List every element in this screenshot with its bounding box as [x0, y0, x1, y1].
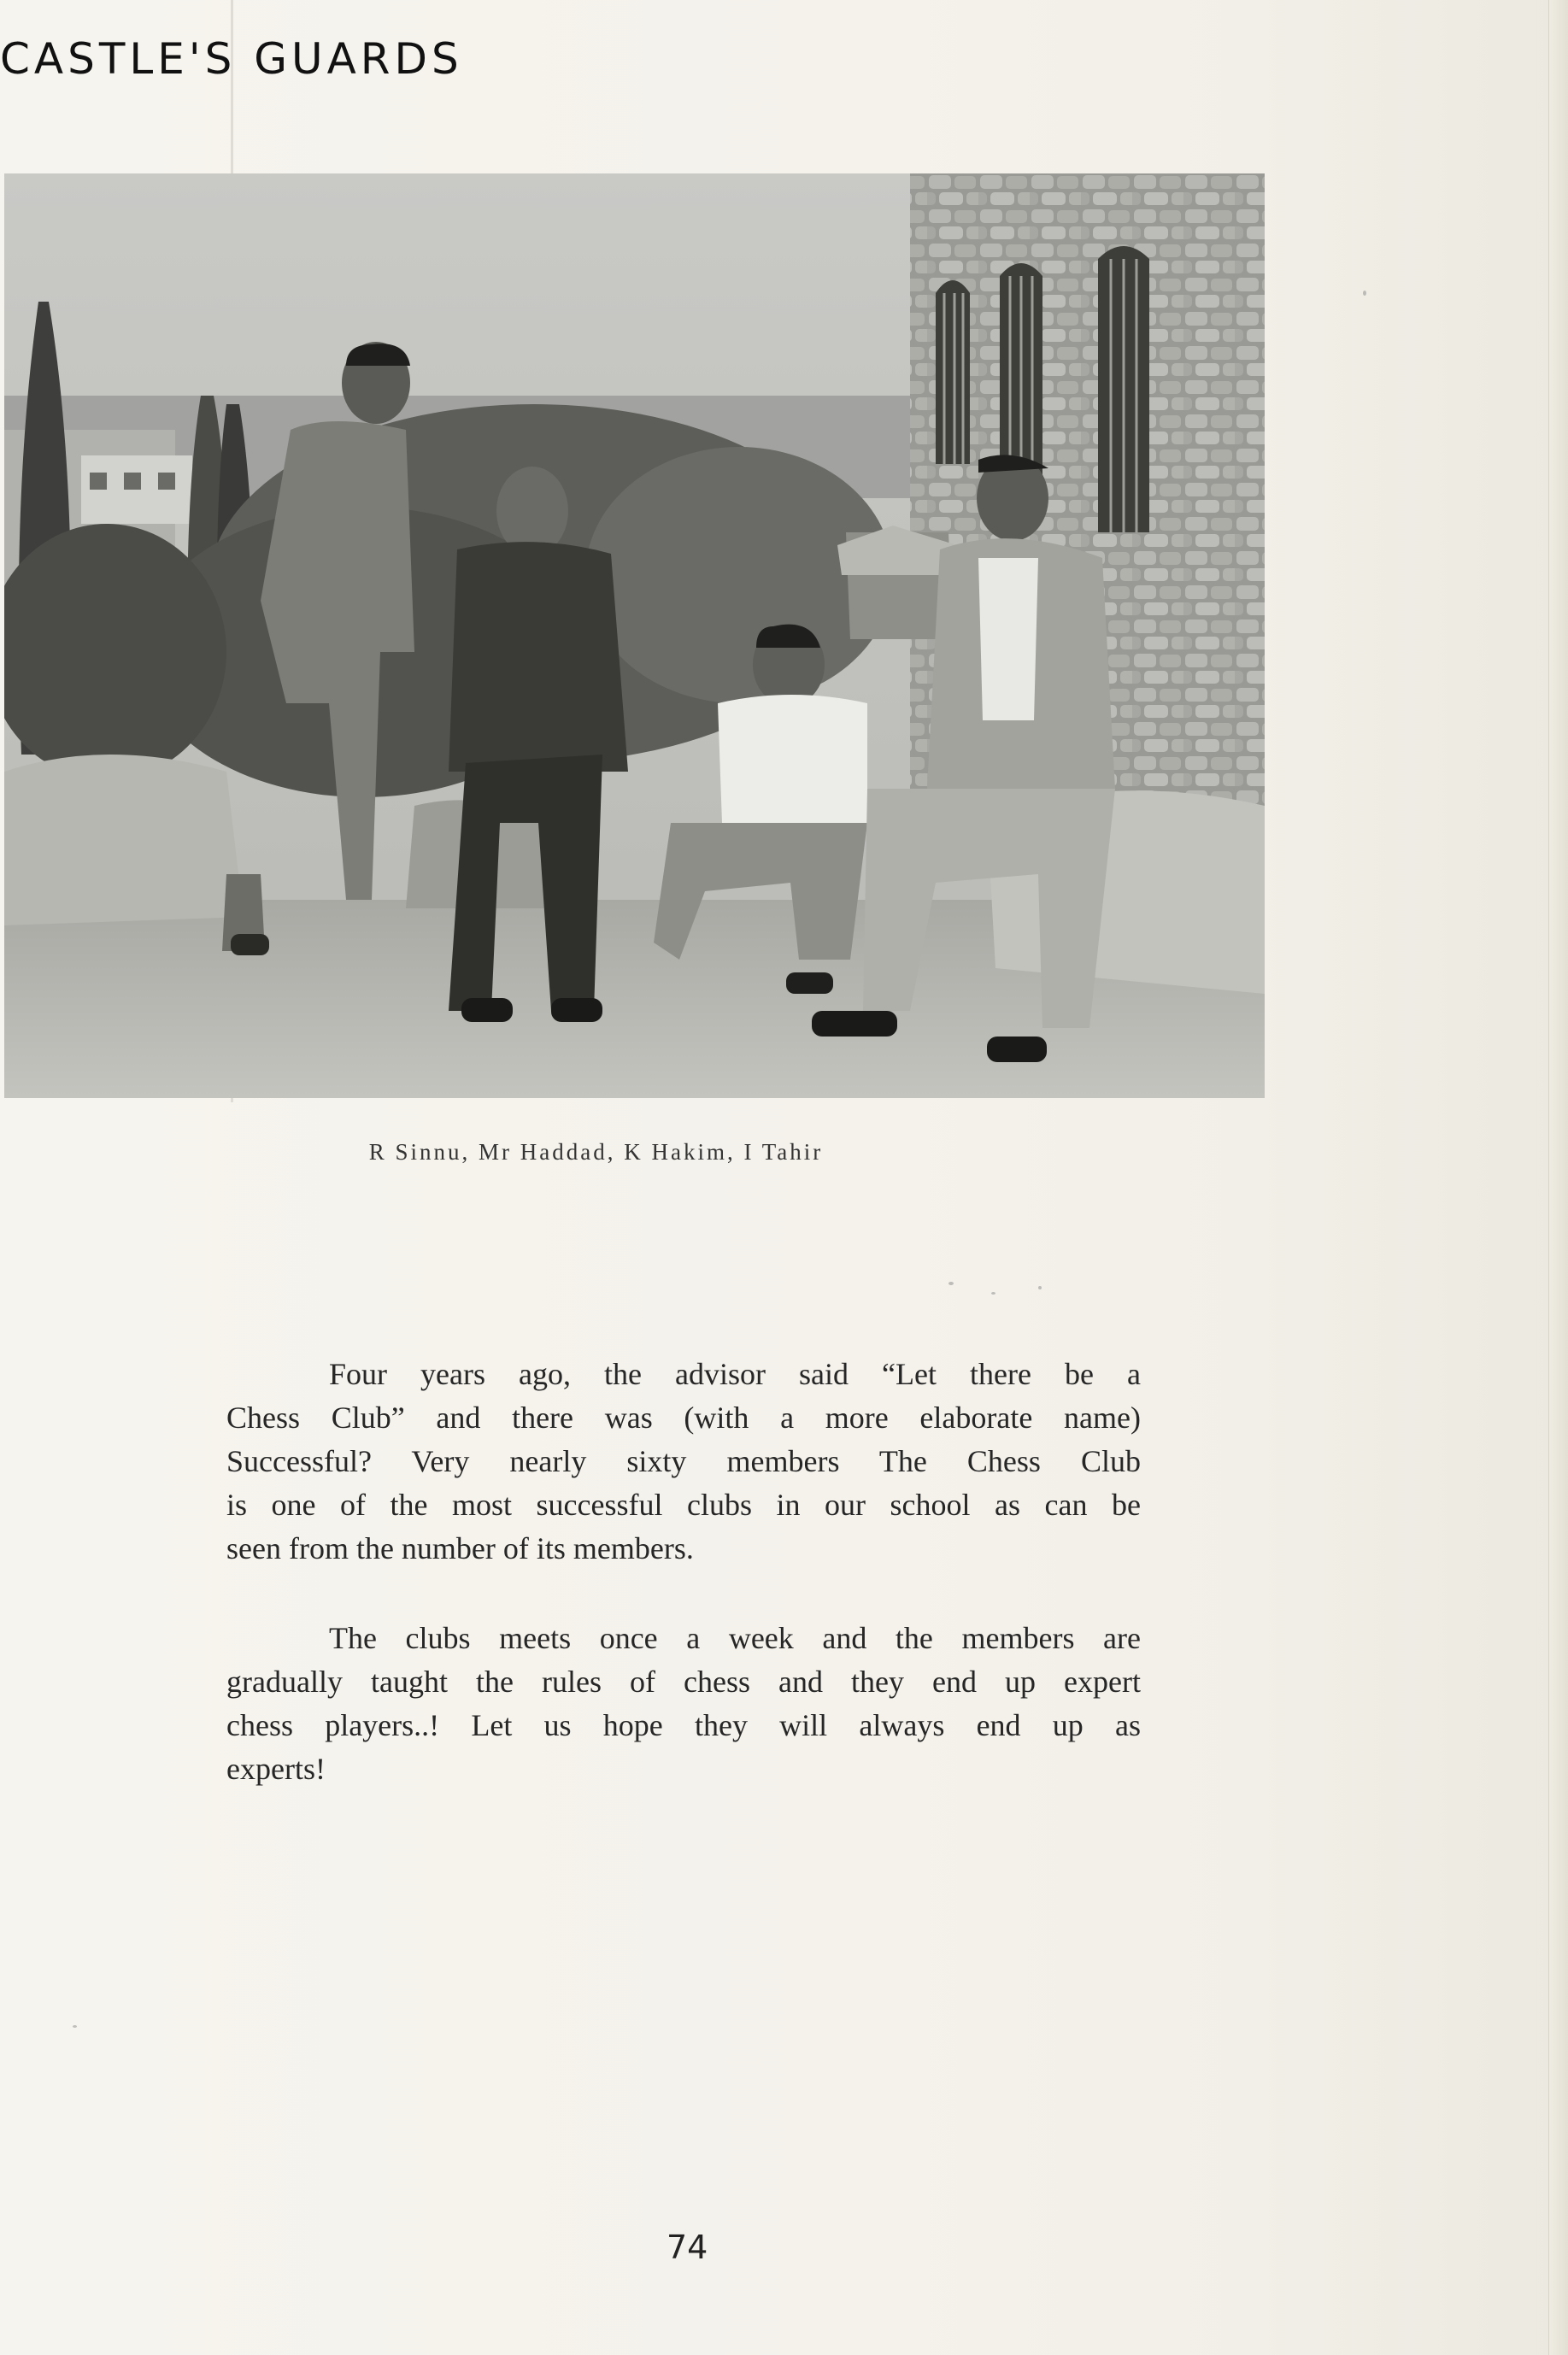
- page-number: 74: [667, 2229, 708, 2266]
- paper-speck: [1038, 1286, 1042, 1289]
- paper-speck: [73, 2025, 77, 2028]
- paragraph-1-line: Successful? Very nearly sixty members The Chess Club: [226, 1444, 1141, 1478]
- page-edge: [1548, 0, 1568, 2355]
- paragraph-1-line: is one of the most successful clubs in our school as can be: [226, 1488, 1141, 1522]
- paragraph-1-line: seen from the number of its members.: [226, 1531, 694, 1565]
- paragraph-2-line: chess players..! Let us hope they will always end up as: [226, 1708, 1141, 1742]
- article-paragraph-1: [226, 1353, 1141, 1571]
- paragraph-2-line: experts!: [226, 1752, 326, 1786]
- section-header: CASTLE'S GUARDS: [0, 34, 463, 84]
- group-photo: [4, 173, 1265, 1098]
- photo-caption: R Sinnu, Mr Haddad, K Hakim, I Tahir: [368, 1139, 824, 1165]
- paper-speck: [991, 1292, 995, 1295]
- paragraph-1-line: Chess Club” and there was (with a more elaborate name): [226, 1401, 1141, 1435]
- paragraph-2-line: gradually taught the rules of chess and they end up expert: [226, 1665, 1141, 1699]
- paper-speck: [1363, 291, 1366, 296]
- paragraph-2-line: The clubs meets once a week and the members are: [329, 1621, 1141, 1655]
- article-paragraph-2: [226, 1617, 1141, 1791]
- paragraph-1-line: Four years ago, the advisor said “Let there be a: [329, 1357, 1141, 1391]
- paper-speck: [948, 1282, 954, 1285]
